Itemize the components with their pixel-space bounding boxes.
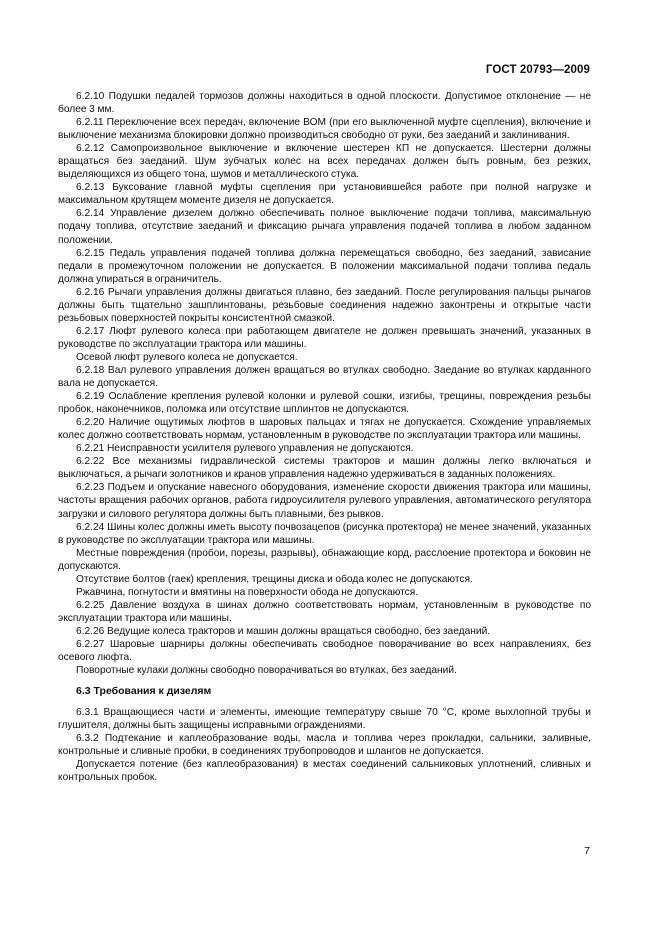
paragraph: 6.2.12 Самопроизвольное выключение и включение шестерен КП не допускается. Шестерни должны вращаться без заеданий. Шум зубчатых колес на всех передачах должен быть ровным, без резких, выделяющихся из общего тона, шумов и металлического стука. [58, 143, 591, 181]
paragraph: 6.2.23 Подъем и опускание навесного оборудования, изменение скорости движения трактора или машины, частоты вращения рабочих органов, работа гидроусилителя рулевого управления, автоматического регулятора загрузки и силового регулятора должны быть плавными, без рывков. [58, 482, 591, 520]
paragraph: 6.2.17 Люфт рулевого колеса при работающем двигателе не должен превышать значений, указанных в руководстве по эксплуатации трактора или машины. [58, 325, 591, 350]
paragraph: 6.2.18 Вал рулевого управления должен вращаться во втулках свободно. Заедание во втулках карданного вала не допускается. [58, 364, 591, 390]
paragraph: Осевой люфт рулевого колеса не допускается. [76, 351, 298, 363]
paragraph: 6.2.26 Ведущие колеса тракторов и машин должны вращаться свободно, без заеданий. [76, 625, 491, 637]
paragraph: 6.2.13 Буксование главной муфты сцепления при установившейся работе при полной нагрузке и максимальном крутящем моменте дизеля не допускается. [58, 182, 591, 207]
page-number: 7 [584, 845, 590, 857]
paragraph: 6.2.19 Ослабление крепления рулевой колонки и рулевой сошки, изгибы, трещины, повреждения резьбы пробок, наконечников, поломка или отсутствие шплинтов не допускаются. [58, 391, 591, 416]
standard-code-header: ГОСТ 20793—2009 [485, 64, 590, 76]
paragraph: 6.3.1 Вращающиеся части и элементы, имеющие температуру свыше 70 °С, кроме выхлопной трубы и глушителя, должны быть защищены исправными ограждениями. [58, 707, 591, 732]
paragraph: 6.2.24 Шины колес должны иметь высоту почвозацепов (рисунка протектора) не менее значений, указанных в руководстве по эксплуатации трактора или машины. [58, 521, 591, 546]
section-heading: 6.3 Требования к дизелям [76, 685, 212, 698]
paragraph: Поворотные кулаки должны свободно поворачиваться во втулках, без заеданий. [76, 665, 457, 677]
paragraph: Местные повреждения (пробои, порезы, разрывы), обнажающие корд, расслоение протектора и боковин не допускаются. [58, 547, 591, 572]
paragraph: 6.2.25 Давление воздуха в шинах должно соответствовать нормам, установленным в руководстве по эксплуатации трактора или машины. [58, 599, 591, 624]
paragraph: 6.3.2 Подтекание и каплеобразование воды, масла и топлива через прокладки, сальники, заливные, контрольные и сливные пробки, в соединениях трубопроводов и шлангов не допускается. [58, 733, 591, 758]
paragraph: 6.2.15 Педаль управления подачей топлива должна перемещаться свободно, без заеданий, зависание педали в промежуточном положении не допускается. В положении максимальной подачи топлива педаль должна упираться в ограничитель. [58, 247, 591, 285]
paragraph: 6.2.27 Шаровые шарниры должны обеспечивать свободное поворачивание во всех направлениях, без осевого люфта. [58, 638, 591, 664]
paragraph: 6.2.21 Неисправности усилителя рулевого управления не допускаются. [76, 443, 414, 455]
paragraph: 6.2.10 Подушки педалей тормозов должны находиться в одной плоскости. Допустимое отклонение — не более 3 мм. [58, 91, 591, 116]
paragraph: 6.2.14 Управление дизелем должно обеспечивать полное выключение подачи топлива, максимальную подачу топлива, отсутствие заеданий и фиксацию рычага управления подачей топлива в любом заданном положении. [58, 208, 591, 246]
document-body [58, 90, 591, 784]
paragraph: 6.2.20 Наличие ощутимых люфтов в шаровых пальцах и тягах не допускается. Схождение управляемых колес должно соответствовать нормам, установленным в руководстве по эксплуатации трактора или машины. [58, 417, 591, 442]
paragraph: 6.2.16 Рычаги управления должны двигаться плавно, без заеданий. После регулирования пальцы рычагов должны быть тщательно зашплинтованы, резьбовые соединения надежно законтрены и открытые части резьбовых поверхностей покрыты консистентной смазкой. [58, 286, 591, 324]
paragraph: Ржавчина, погнутости и вмятины на поверхности обода не допускаются. [76, 586, 419, 598]
paragraph: 6.2.22 Все механизмы гидравлической системы тракторов и машин должны легко включаться и выключаться, а рычаги золотников и кранов управления надежно удерживаться в заданных положениях. [58, 456, 591, 481]
paragraph: Допускается потение (без каплеобразования) в местах соединений сальниковых уплотнений, сливных и контрольных пробок. [58, 759, 591, 784]
paragraph: 6.2.11 Переключение всех передач, включение ВОМ (при его выключенной муфте сцепления), включение и выключение механизма блокировки должно производиться свободно от руки, без заеданий и заклинивания. [58, 117, 591, 142]
paragraph: Отсутствие болтов (гаек) крепления, трещины диска и обода колес не допускаются. [76, 573, 473, 585]
